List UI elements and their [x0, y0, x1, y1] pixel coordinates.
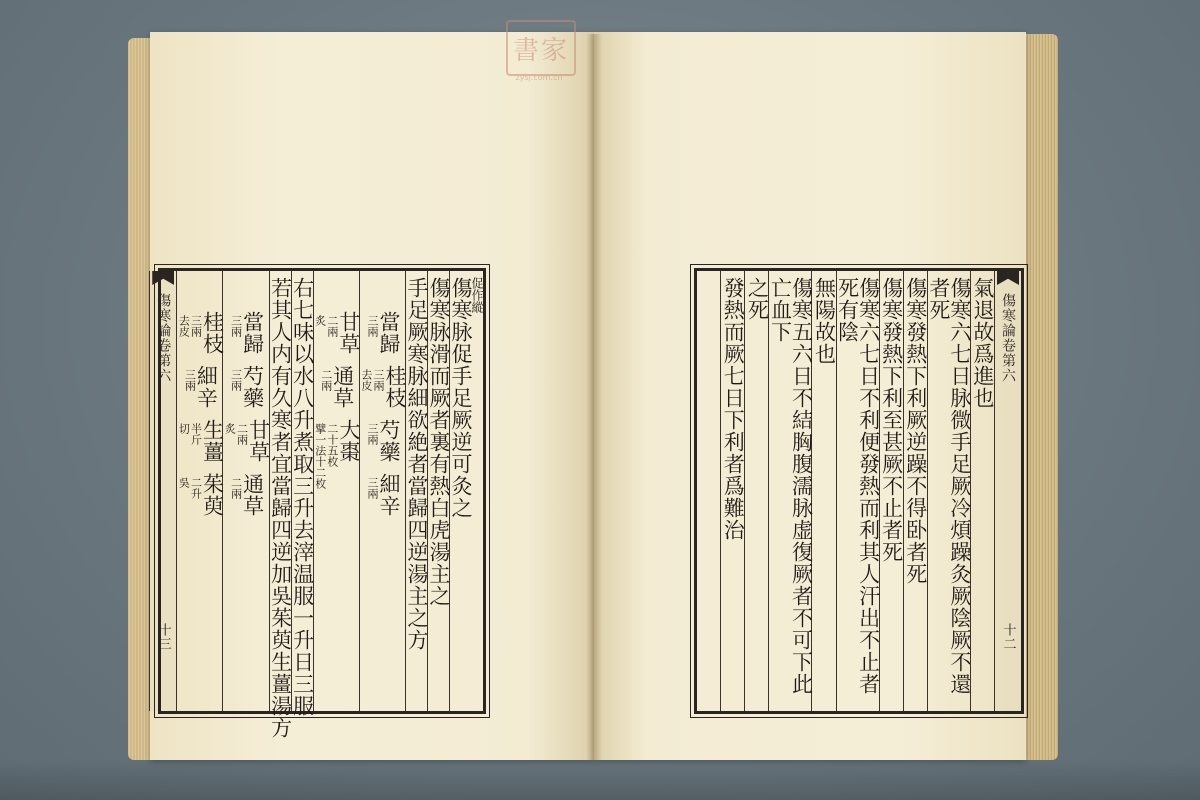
- herb-annotation: [229, 311, 241, 337]
- herb-annotation: [177, 419, 201, 445]
- column-text: 傷寒脉滑而厥者裏有熱白虎湯主之: [427, 277, 451, 607]
- herb-note: 炙: [223, 423, 237, 434]
- herb-entry: [183, 365, 219, 409]
- banxin-title: [995, 293, 1021, 383]
- herb-annotation: [314, 419, 338, 489]
- herb-name: 桂枝: [200, 311, 225, 355]
- watermark-seal: [506, 20, 572, 84]
- right-columns: [697, 271, 1021, 711]
- column-text: 傷寒六七日脉微手足厥冷煩躁灸厥陰厥不還者死: [926, 277, 972, 695]
- page-number-text: 十三: [155, 623, 171, 651]
- text-column: [405, 271, 427, 711]
- red-annotation-mark: 吳: [177, 477, 191, 488]
- herb-dose: 二兩: [325, 315, 339, 337]
- herb-entry: [366, 419, 399, 463]
- herb-name: 通草: [240, 473, 265, 517]
- page-number-text: 十二: [1000, 623, 1016, 651]
- column-text: 發熱而厥七日下利者爲難治: [721, 277, 746, 541]
- herb-name: 芍藥: [240, 365, 265, 409]
- column-text: 傷寒發熱下利至甚厥不止者死: [879, 277, 904, 563]
- text-column: [290, 271, 315, 717]
- text-column: [811, 271, 835, 711]
- open-book: [128, 24, 1058, 766]
- herb-annotation: [177, 473, 201, 499]
- text-column: [927, 271, 970, 711]
- herb-name: 細辛: [194, 365, 219, 409]
- herb-dose: 三兩: [229, 369, 243, 391]
- column-line: [406, 277, 427, 651]
- column-text: 手足厥寒脉細欲絶者當歸四逆湯主之方: [405, 277, 429, 651]
- banxin-title: [150, 293, 176, 383]
- column-note: 促作縱: [470, 277, 484, 313]
- herb-name: 桂枝: [383, 365, 407, 409]
- column-text: 若其人内有久寒者宜當歸四逆加吳茱萸生薑湯方: [268, 277, 293, 739]
- left-text-block: [155, 268, 486, 739]
- herb-dose: 三兩: [365, 315, 379, 337]
- herb-dose: 二兩: [229, 477, 243, 499]
- herb-note: 炙: [313, 315, 327, 326]
- banxin-title-text: 傷寒論卷第六: [1000, 293, 1016, 383]
- banxin-title-text: 傷寒論卷第六: [155, 293, 172, 383]
- herb-dose: 三兩: [183, 369, 197, 391]
- herb-entry: [229, 365, 265, 409]
- text-column: [268, 271, 293, 739]
- herb-dose: 二升: [189, 477, 203, 499]
- text-column: [970, 271, 994, 711]
- banxin-center-strip: [994, 271, 1021, 711]
- text-column: [176, 271, 225, 711]
- herb-name: 通草: [330, 365, 355, 409]
- text-column: [313, 271, 359, 711]
- herb-name: 芍藥: [376, 419, 401, 463]
- text-column: [836, 271, 879, 711]
- herb-dose: 三兩: [365, 423, 379, 445]
- herb-name: 大棗: [336, 419, 361, 463]
- banxin-page-number: [150, 623, 176, 651]
- text-column: [222, 271, 271, 711]
- herb-name: 細辛: [376, 473, 401, 517]
- herb-entry: [320, 365, 353, 409]
- fish-tail-mark: [997, 271, 1019, 285]
- herb-name: 甘草: [336, 311, 361, 355]
- right-page-edges: [1024, 34, 1058, 760]
- column-text: 傷寒發熱下利厥逆躁不得卧者死: [903, 277, 928, 585]
- text-column: [744, 271, 768, 711]
- banxin-page-number: [995, 623, 1021, 651]
- herb-note: 去皮: [359, 369, 373, 391]
- herb-annotation: [314, 311, 338, 337]
- text-column: [720, 271, 744, 711]
- herb-name: 茱萸: [200, 473, 225, 517]
- herb-dose: 二兩: [235, 423, 249, 445]
- herb-note: 去皮: [177, 315, 191, 337]
- herb-entry: [229, 311, 265, 355]
- herb-entry: [314, 311, 359, 355]
- herb-annotation: [223, 419, 247, 445]
- herb-dose: 二十五枚: [325, 423, 339, 467]
- herb-name: 甘草: [246, 419, 271, 463]
- herb-dose: 三兩: [189, 315, 203, 337]
- right-text-block: [694, 268, 1024, 714]
- herb-entry: [314, 419, 359, 489]
- herb-annotation: [229, 365, 241, 391]
- column-text: 傷寒脉促手足厥逆可灸之: [449, 277, 473, 519]
- column-line: [428, 277, 449, 607]
- herb-dose: 三兩: [229, 315, 243, 337]
- column-text: 傷寒五六日不結胸腹濡脉虚復厥者不可下此亡血下: [768, 277, 814, 695]
- herb-entry: [366, 311, 399, 355]
- column-text: 無陽故也: [812, 277, 837, 365]
- herb-entry: [229, 473, 265, 517]
- text-column: [427, 271, 449, 711]
- banxin-center-strip: [149, 271, 176, 711]
- column-text: 氣退故爲進也: [970, 277, 995, 409]
- herb-entry: [177, 311, 225, 355]
- herb-annotation: [320, 365, 332, 391]
- herb-name: 當歸: [240, 311, 265, 355]
- herb-note: 切: [177, 423, 191, 434]
- herb-entry: [177, 419, 225, 463]
- text-column: [903, 271, 927, 711]
- column-text: 右七味以水八升煮取三升去滓温服一升日三服: [290, 277, 315, 717]
- herb-name: 當歸: [376, 311, 401, 355]
- text-column: [359, 271, 405, 711]
- herb-annotation: [229, 473, 241, 499]
- herb-annotation: [360, 365, 384, 391]
- herb-dose: 二兩: [319, 369, 333, 391]
- seal-url: zysj.com.cn: [515, 73, 563, 82]
- herb-dose: 三兩: [365, 477, 379, 499]
- fish-tail-mark: [152, 271, 174, 285]
- column-text: 之死: [745, 277, 770, 321]
- text-column: [449, 271, 483, 711]
- bottom-shadow: [0, 760, 1200, 800]
- seal-glyph: 書家: [506, 20, 576, 76]
- text-column: [879, 271, 903, 711]
- column-text: 傷寒六七日不利便發熱而利其人汗出不止者死有陰: [835, 277, 881, 695]
- column-line: [270, 277, 291, 739]
- herb-name: 生薑: [200, 419, 225, 463]
- text-column: [697, 271, 720, 711]
- herb-dose: 半斤: [189, 423, 203, 445]
- herb-note: 擘一法十二枚: [313, 423, 327, 489]
- left-columns: [155, 271, 484, 739]
- herb-dose: 三兩: [372, 369, 385, 391]
- herb-entry: [366, 473, 399, 517]
- herb-entry: [223, 419, 271, 463]
- column-line: [450, 277, 483, 519]
- text-column: [768, 271, 814, 711]
- herb-annotation: [177, 311, 201, 337]
- book-gutter: [586, 34, 602, 760]
- column-line: [292, 277, 313, 717]
- herb-entry: [360, 365, 405, 409]
- herb-entry: [177, 473, 225, 517]
